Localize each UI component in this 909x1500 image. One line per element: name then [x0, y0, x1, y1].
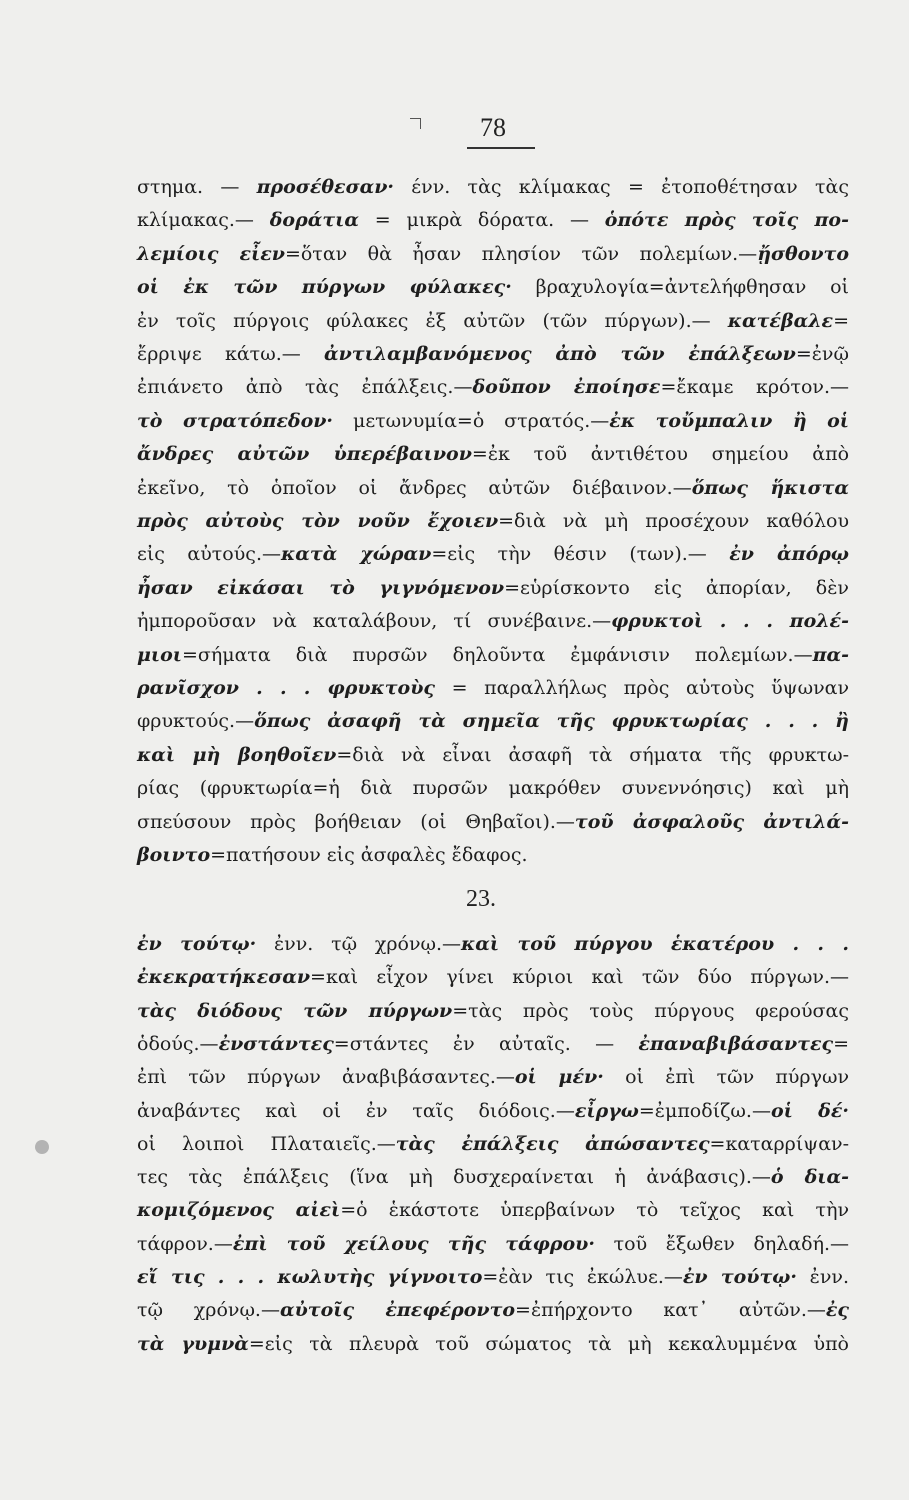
- lemma-term: τὰς ἐπάλξεις ἀπώσαντες: [395, 1132, 710, 1155]
- gloss-text: ἐπιάνετο ἀπὸ τὰς ἐπάλξεις.—: [137, 376, 473, 399]
- text-line: [137, 676, 849, 700]
- gloss-text: εἰς αὐτούς.—: [137, 543, 281, 566]
- gloss-text: ἀναβάντες καὶ οἱ ἐν ταῖς διόδοις.—: [137, 1099, 575, 1122]
- lemma-term: ἐκ τοὔμπαλιν ἢ οἱ: [609, 409, 850, 432]
- gloss-text: =τὰς πρὸς τοὺς πύργους φερούσας: [452, 999, 849, 1022]
- gloss-text: =: [833, 1032, 849, 1055]
- lemma-term: λεμίοις εἶεν: [137, 242, 285, 265]
- text-line: [137, 743, 849, 767]
- gloss-text: οἱ ἐπὶ τῶν πύργων: [603, 1066, 849, 1089]
- text-line: [137, 1132, 849, 1156]
- lemma-term: καὶ τοῦ πύργου ἑκατέρου . . .: [461, 933, 849, 955]
- lemma-term: ὁπότε πρὸς τοῖς πο-: [604, 209, 849, 232]
- text-line: [137, 442, 849, 466]
- gloss-text: ἐπὶ τῶν πύργων ἀναβιβάσαντες.—: [137, 1066, 515, 1089]
- text-line: [137, 1198, 849, 1222]
- gloss-text: =σήματα διὰ πυρσῶν δηλοῦντα ἐμφάνισιν πολεμίων.—: [181, 643, 813, 666]
- lemma-term: οἱ μέν·: [514, 1066, 604, 1089]
- gloss-text: =καὶ εἶχον γίνει κύριοι καὶ τῶν δύο πύργων.—: [310, 966, 849, 989]
- text-line: [137, 1232, 849, 1256]
- gloss-text: =ἔκαμε κρότον.—: [660, 376, 849, 399]
- lemma-term: ὅπως ἥκιστα: [691, 476, 849, 499]
- lemma-term: μιοι: [137, 643, 182, 666]
- gloss-text: =ὁ ἑκάστοτε ὑπερβαίνων τὸ τεῖχος καὶ τὴν: [340, 1199, 849, 1222]
- text-line: [137, 999, 849, 1023]
- section-number: 23.: [466, 886, 496, 912]
- text-line: [137, 609, 849, 633]
- text-line: [137, 965, 849, 989]
- gloss-text: ένν. τὰς κλίμακας = ἐτοποθέτησαν τὰς: [394, 176, 849, 198]
- text-line: [137, 576, 849, 600]
- text-line: [137, 1265, 849, 1289]
- lemma-term: φρυκτοὶ . . . πολέ-: [611, 610, 849, 633]
- gloss-text: τοῦ ἔξωθεν δηλαδή.—: [594, 1232, 849, 1255]
- lemma-term: πα-: [812, 643, 849, 666]
- lemma-term: ἐπαναβιβάσαντες: [638, 1032, 834, 1055]
- gloss-text: =ἐμποδίζω.—: [638, 1099, 771, 1122]
- lemma-term: εἶργω: [574, 1099, 639, 1122]
- gloss-text: μετωνυμία=ὁ στρατός.—: [333, 409, 610, 432]
- lemma-term: κατὰ χώραν: [280, 543, 432, 566]
- lemma-term: ὁ δια-: [770, 1166, 849, 1189]
- gloss-text: =ἐνῷ: [795, 343, 849, 365]
- gloss-text: =πατήσουν εἰς ἀσφαλὲς ἔδαφος.: [210, 844, 528, 866]
- lemma-term: πρὸς αὐτοὺς τὸν νοῦν ἔχοιεν: [137, 510, 499, 532]
- lemma-term: ἐν τούτῳ·: [682, 1266, 797, 1288]
- gloss-text: σπεύσουν πρὸς βοήθειαν (οἱ Θηβαῖοι).—: [137, 810, 575, 833]
- text-line: [137, 309, 849, 333]
- lemma-term: εἴ τις . . . κωλυτὴς γίγνοιτο: [137, 1266, 483, 1288]
- gloss-text: φρυκτούς.—: [137, 710, 255, 733]
- lemma-term: προσέθεσαν·: [256, 176, 395, 198]
- gloss-text: =εἰς τὴν θέσιν (των).—: [431, 543, 730, 566]
- lemma-term: τὸ στρατόπεδον·: [137, 409, 334, 432]
- text-line: [137, 1332, 849, 1356]
- gloss-text: =διὰ νὰ μὴ προσέχουν καθόλου: [498, 510, 849, 532]
- text-line: [137, 208, 849, 232]
- text-line: [137, 175, 849, 199]
- gloss-text: =ἐκ τοῦ ἀντιθέτου σημείου ἀπὸ: [471, 443, 850, 466]
- lemma-term: ᾔσθοντο: [757, 242, 849, 265]
- text-line: [137, 1032, 849, 1056]
- gloss-text: ἐκεῖνο, τὸ ὁποῖον οἱ ἄνδρες αὐτῶν διέβαινον.—: [137, 476, 692, 499]
- gloss-text: =διὰ νὰ εἶναι ἀσαφῆ τὰ σήματα τῆς φρυκτω-: [336, 743, 849, 766]
- text-line: [137, 932, 849, 956]
- lemma-term: ἦσαν εἰκάσαι τὸ γιγνόμενον: [137, 576, 505, 599]
- lemma-term: ὅπως ἀσαφῆ τὰ σημεῖα τῆς φρυκτωρίας . . . ἢ: [254, 710, 849, 733]
- gloss-text: =ἐὰν τις ἐκώλυε.—: [482, 1266, 683, 1288]
- lemma-term: ἐπὶ τοῦ χείλους τῆς τάφρου·: [232, 1232, 595, 1255]
- gloss-text: ἐνν. τῷ χρόνῳ.—: [256, 933, 462, 955]
- lemma-term: ἐς: [825, 1299, 849, 1322]
- lemma-term: ἐν τούτῳ·: [137, 933, 257, 955]
- lemma-term: τὰς διόδους τῶν πύργων: [137, 999, 453, 1022]
- gloss-text: βραχυλογία=ἀντελήφθησαν οἱ: [511, 276, 849, 299]
- lemma-term: βοιντο: [137, 844, 211, 866]
- page-number-rule: [467, 147, 535, 149]
- gloss-text: = παραλλήλως πρὸς αὐτοὺς ὕψωναν: [435, 677, 849, 699]
- lemma-term: δοράτια: [269, 209, 359, 232]
- text-line: [137, 375, 849, 399]
- gloss-text: τῷ χρόνῳ.—: [137, 1299, 280, 1322]
- gloss-text: =: [833, 309, 849, 332]
- gloss-text: τάφρον.—: [137, 1232, 233, 1255]
- corner-mark: [410, 118, 421, 129]
- gloss-text: ὁδούς.—: [137, 1032, 219, 1055]
- text-line: [137, 776, 849, 800]
- gloss-text: =ἐπήρχοντο κατ᾽ αὐτῶν.—: [515, 1299, 826, 1322]
- gloss-text: =στάντες ἐν αὐταῖς. —: [333, 1032, 639, 1055]
- text-line: [137, 409, 849, 433]
- text-line: [137, 1165, 849, 1189]
- text-line: [137, 242, 849, 266]
- text-line: [137, 709, 849, 733]
- lemma-term: κατέβαλε: [727, 309, 834, 332]
- lemma-term: ἐν ἀπόρῳ: [729, 543, 849, 566]
- page-number: 78: [480, 113, 506, 142]
- gloss-text: ἠμποροῦσαν νὰ καταλάβουν, τί συνέβαινε.—: [137, 610, 612, 633]
- text-line: [137, 476, 849, 500]
- gloss-text: =εὑρίσκοντο εἰς ἀπορίαν, δὲν: [504, 576, 849, 599]
- gloss-text: οἱ λοιποὶ Πλαταιεῖς.—: [137, 1132, 396, 1155]
- gloss-text: = μικρὰ δόρατα. —: [358, 209, 605, 232]
- gloss-text: =εἰς τὰ πλευρὰ τοῦ σώματος τὰ μὴ κεκαλυμμένα ὑπὸ: [248, 1332, 849, 1355]
- lemma-term: ἐκεκρατήκεσαν: [137, 966, 311, 989]
- text-line: [137, 1099, 849, 1123]
- text-line: [137, 509, 849, 533]
- text-line: [137, 1298, 849, 1322]
- gloss-text: =ὅταν θὰ ἦσαν πλησίον τῶν πολεμίων.—: [284, 242, 758, 265]
- lemma-term: αὐτοῖς ἐπεφέροντο: [279, 1299, 516, 1322]
- text-line: [137, 843, 849, 867]
- text-line: [137, 810, 849, 834]
- text-line: [137, 275, 849, 299]
- lemma-term: ἐνστάντες: [218, 1032, 334, 1055]
- gloss-text: στημα. —: [137, 176, 257, 198]
- text-line: [137, 643, 849, 667]
- gloss-text: ἐν τοῖς πύργοις φύλακες ἐξ αὐτῶν (τῶν πύργων).—: [137, 309, 728, 332]
- gloss-text: κλίμακας.—: [137, 209, 270, 232]
- gloss-text: ρίας (φρυκτωρία=ἡ διὰ πυρσῶν μακρόθεν συνεννόησις) καὶ μὴ: [137, 777, 849, 800]
- gloss-text: ἔρριψε κάτω.—: [137, 343, 324, 365]
- gloss-text: ἐνν.: [796, 1266, 849, 1288]
- text-line: [137, 542, 849, 566]
- lemma-term: οἱ ἐκ τῶν πύργων φύλακες·: [137, 276, 512, 299]
- lemma-term: οἱ δέ·: [770, 1099, 849, 1122]
- text-line: [137, 342, 849, 366]
- lemma-term: ρανῖσχον . . . φρυκτοὺς: [137, 677, 435, 699]
- lemma-term: ἄνδρες αὐτῶν ὑπερέβαινον: [137, 443, 472, 466]
- gloss-text: τες τὰς ἐπάλξεις (ἵνα μὴ δυσχεραίνεται ἡ ἀνάβασις).—: [137, 1166, 771, 1189]
- lemma-term: δοῦπον ἐποίησε: [472, 376, 661, 399]
- lemma-term: τοῦ ἀσφαλοῦς ἀντιλά-: [574, 810, 850, 833]
- lemma-term: κομιζόμενος αἰεὶ: [137, 1199, 341, 1222]
- gloss-text: =καταρρίψαν-: [709, 1132, 849, 1155]
- lemma-term: ἀντιλαμβανόμενος ἀπὸ τῶν ἐπάλξεων: [323, 343, 796, 365]
- text-line: [137, 1065, 849, 1089]
- lemma-term: τὰ γυμνὰ: [137, 1332, 249, 1355]
- ink-blot: [35, 1140, 49, 1154]
- lemma-term: καὶ μὴ βοηθοῖεν: [137, 743, 337, 766]
